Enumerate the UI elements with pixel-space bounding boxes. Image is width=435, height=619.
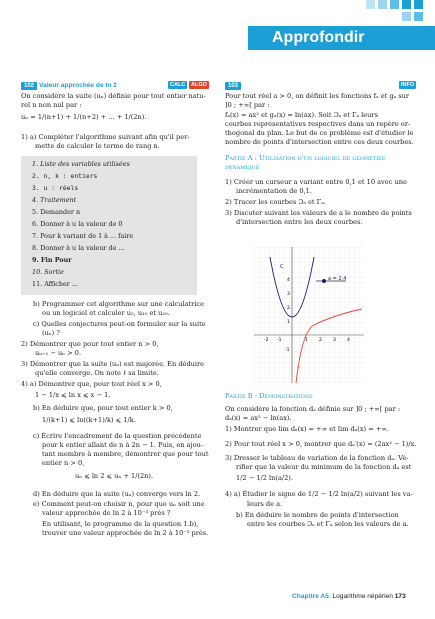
decor-square	[378, 0, 387, 9]
ex102-q1a-2: mette de calculer le terme de rang n.	[35, 142, 160, 150]
ex102-q4c-1: c) Écrire l'encadrement de la question précédente	[33, 432, 202, 440]
calc-badge: CALC	[170, 82, 186, 88]
ex102-q4e-2: valeur approchée de ln 2 à 10⁻³ près ?	[42, 509, 171, 517]
ex102-q1c-2: (uₙ) ?	[42, 329, 60, 337]
part-a-title-1: Partie A : Utilisation d'un logiciel de géométrie	[225, 154, 386, 162]
ex103-number: 103	[225, 82, 241, 90]
part-b-q2: 2) Pour tout réel x > 0, montrer que dₐ′(x) = (2ax² − 1)/x.	[225, 440, 417, 448]
ex103-heading	[225, 81, 241, 90]
algorithm-box	[21, 156, 197, 295]
part-b-title: Partie B : Démonstrations	[225, 392, 313, 400]
algo-line: 6. Donner à u la valeur de 0	[32, 220, 123, 228]
part-a-q2: 2) Tracer les courbes Ɔₐ et Γₐ.	[225, 198, 326, 206]
slider-knob[interactable]	[322, 279, 326, 283]
decor-square	[402, 12, 411, 21]
page-number: 173	[394, 593, 406, 600]
algo-line: 1. Liste des variables utilisées	[32, 160, 130, 168]
decor-square	[390, 0, 399, 9]
x-tick: 2	[319, 338, 322, 343]
ex102-q4c-4: entier n > 0,	[42, 459, 85, 467]
algo-line: 9. Fin Pour	[32, 256, 72, 264]
ex102-q4a-2: 1 − 1/x ⩽ ln x ⩽ x − 1.	[35, 391, 111, 399]
part-b-q3-1: 3) Dresser le tableau de variation de la fonction dₐ. Vé-	[225, 454, 409, 462]
part-a-title-2: dynamique	[225, 163, 260, 171]
ex102-q4b-2: 1/(k+1) ⩽ ln((k+1)/k) ⩽ 1/k.	[42, 416, 136, 424]
ex103-intro-4: courbes représentatives respectives dans un repère or-	[225, 120, 411, 128]
page-footer	[292, 593, 406, 600]
ex102-q3-2: qu'elle converge. On note ℓ sa limite.	[35, 369, 159, 377]
algo-line: 11. Afficher ...	[32, 280, 78, 288]
algo-line: 7. Pour k variant de 1 à ... faire	[32, 232, 134, 240]
part-b-q4a-2: leurs de a.	[247, 500, 283, 508]
graph-grid	[254, 247, 364, 383]
ex102-q3-1: 3) Démontrer que la suite (uₙ) est majorée. En déduire	[21, 360, 205, 368]
algo-line: 2. n, k : entiers	[32, 172, 98, 180]
part-b-intro-1: On considère la fonction dₐ définie sur ]0 ; +∞[ par :	[225, 405, 401, 413]
ex102-q1b-2: ou un logiciel et calculer u₅, u₁₀ et u₂₀.	[42, 309, 170, 317]
y-tick: -1	[285, 348, 290, 353]
ex102-intro-2: rel n non nul par :	[21, 101, 82, 109]
decor-square	[402, 0, 411, 9]
part-a-q1-1: 1) Créer un curseur a variant entre 0,1 et 10 avec une	[225, 178, 407, 186]
ex102-q4e-4: trouver une valeur approchée de ln 2 à 10⁻³ près.	[42, 529, 209, 537]
ex102-q4e-3: En utilisant, le programme de la question 1.b),	[42, 520, 199, 528]
y-tick: 2	[287, 306, 290, 311]
ex103-intro-1: Pour tout réel a > 0, on définit les fonctions fₐ et gₐ sur	[225, 92, 410, 100]
ex102-title: Valeur approchée de ln 2	[39, 82, 117, 89]
x-tick: -1	[277, 338, 282, 343]
part-b-q4a-1: 4) a) Étudier le signe de 1/2 − 1/2 ln(a/2) suivant les va-	[225, 490, 413, 498]
part-a-q3-2: d'intersection entre les deux courbes.	[236, 218, 363, 226]
algo-line: 4. Traitement	[32, 196, 77, 204]
decor-square	[414, 12, 423, 21]
algo-badge: ALGO	[191, 82, 207, 88]
part-a-q3-1: 3) Discuter suivant les valeurs de a le nombre de points	[225, 209, 412, 217]
ex103-intro-5: thogonal du plan. Le but de ce problème est d'étudier le	[225, 129, 414, 137]
ex102-q4c-5: uₙ ⩽ ln 2 ⩽ uₙ + 1/(2n).	[75, 472, 154, 480]
x-tick: 1	[305, 338, 308, 343]
ex103-intro-3: fₐ(x) = ax² et gₐ(x) = ln(ax). Soit Ɔₐ et Γₐ leurs	[225, 111, 378, 119]
x-tick: -2	[264, 338, 269, 343]
ex102-q4d-1: d) En déduire que la suite (uₙ) converge vers ln 2.	[33, 490, 201, 498]
part-b-q4b-1: b) En déduire le nombre de points d'intersection	[236, 511, 399, 519]
ex102-q4c-2: pour k entier allant de n à 2n − 1. Puis, en ajou-	[42, 441, 204, 449]
ex102-q1b-1: b) Programmer cet algorithme sur une calculatrice	[33, 300, 204, 308]
y-tick: 1	[287, 320, 290, 325]
x-tick: 3	[333, 338, 336, 343]
ex102-heading	[21, 81, 117, 91]
ex102-intro-1: On considère la suite (uₙ) définie pour tout entier natu-	[21, 92, 206, 100]
ex102-q4a-1: 4) a) Démontrer que, pour tout réel x > 0,	[21, 380, 162, 388]
ex102-q4e-1: e) Comment peut-on choisir n, pour que uₙ soit une	[33, 500, 205, 508]
curves-graph	[254, 247, 364, 383]
ex102-q4c-3: tant membre à membre, démontrer que pour tout	[42, 450, 209, 458]
footer-chapter: Chapitre A5.	[292, 593, 331, 600]
curve-gamma-label: Γ	[297, 367, 300, 373]
algo-line: 3. u : réels	[32, 184, 79, 192]
algo-line: 8. Donner à u la valeur de ...	[32, 244, 125, 252]
part-b-q4b-2: entre les courbes Ɔₐ et Γₐ selon les valeurs de a.	[247, 520, 409, 528]
slider-label: a = 2,4	[328, 276, 347, 282]
footer-title: Logarithme népérien	[332, 593, 393, 600]
algo-line: 5. Demander n	[32, 208, 81, 216]
decor-square	[414, 0, 423, 9]
ex102-q1a-1: 1) a) Compléter l'algorithme suivant afin qu'il per-	[21, 133, 190, 141]
x-tick: 4	[347, 338, 350, 343]
algo-line: 10. Sortie	[32, 268, 64, 276]
ex102-formula: uₙ = 1/(n+1) + 1/(n+2) + ... + 1/(2n).	[21, 113, 147, 121]
part-b-q3-3: 1/2 − 1/2 ln(a/2).	[236, 474, 293, 482]
ex102-q1c-1: c) Quelles conjectures peut-on formuler sur la suite	[33, 320, 206, 328]
part-b-q3-2: rifier que la valeur du minimum de la fonction dₐ est	[236, 463, 412, 471]
part-a-q1-2: incrémentation de 0,1.	[236, 187, 312, 195]
curve-c-label: C	[280, 264, 284, 270]
ex103-intro-6: nombre de points d'intersection entre ces deux courbes.	[225, 138, 414, 146]
part-b-intro-2: dₐ(x) = ax² − ln(ax).	[225, 414, 292, 422]
y-tick: 4	[287, 278, 290, 283]
decor-square	[366, 0, 375, 9]
ex103-intro-2: ]0 ; +∞[ par :	[225, 101, 270, 109]
ex102-q2-2: uₙ₊₁ − uₙ > 0.	[35, 349, 82, 357]
y-tick: 3	[287, 292, 290, 297]
page-banner: Approfondir	[248, 26, 435, 50]
ex102-q4b-1: b) En déduire que, pour tout entier k > 0,	[33, 404, 173, 412]
part-b-q1: 1) Montrer que lim dₐ(x) = +∞ et lim dₐ(x) = +∞.	[225, 425, 389, 433]
info-badge: INFO	[401, 82, 415, 88]
ex102-q2-1: 2) Démontrer que pour tout entier n > 0,	[21, 340, 159, 348]
ex102-number: 102	[21, 82, 37, 90]
